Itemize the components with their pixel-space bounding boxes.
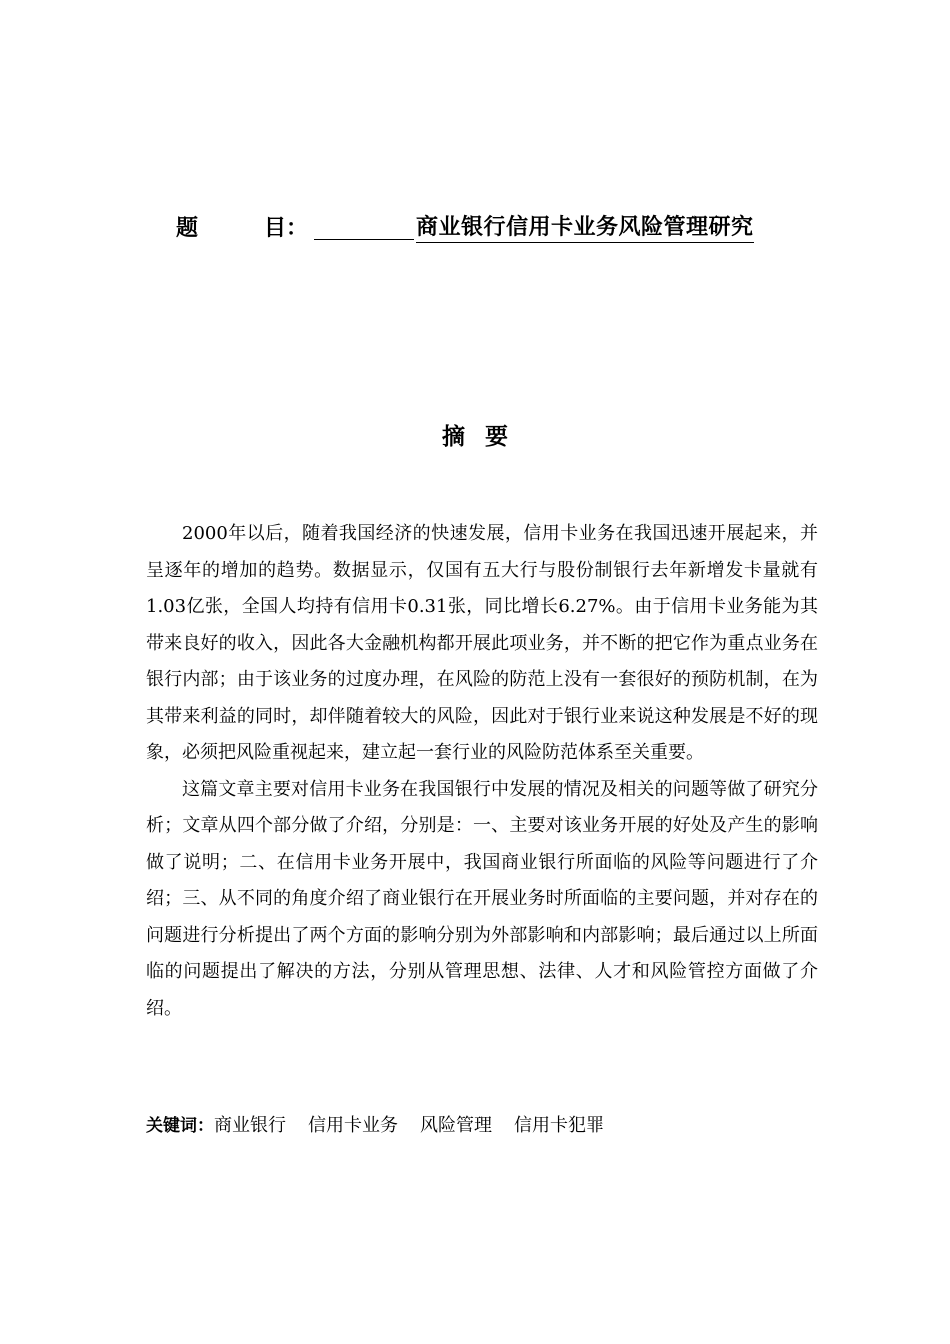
abstract-body <box>146 516 818 1027</box>
keywords-label: 关键词： <box>146 1116 214 1136</box>
keyword-item: 信用卡业务 <box>308 1115 398 1136</box>
thesis-title: 商业银行信用卡业务风险管理研究 <box>416 210 754 243</box>
abstract-paragraph: 2000年以后，随着我国经济的快速发展，信用卡业务在我国迅速开展起来，并呈逐年的增加的趋势。数据显示，仅国有五大行与股份制银行去年新增发卡量就有1.03亿张，全国人均持有信用卡0.31张，同比增长6.27%。由于信用卡业务能为其带来良好的收入，因此各大金融机构都开展此项业务，并不断的把它作为重点业务在银行内部；由于该业务的过度办理，在风险的防范上没有一套很好的预防机制，在为其带来利益的同时，却伴随着较大的风险，因此对于银行业来说这种发展是不好的现象，必须把风险重视起来，建立起一套行业的风险防范体系至关重要。 <box>146 523 818 763</box>
abstract-heading: 摘要 <box>442 424 528 450</box>
keywords-row <box>146 1108 818 1144</box>
title-label-part1: 题 <box>176 215 199 241</box>
keyword-item: 商业银行 <box>214 1115 286 1136</box>
abstract-paragraph: 这篇文章主要对信用卡业务在我国银行中发展的情况及相关的问题等做了研究分析；文章从四个部分做了介绍，分别是：一、主要对该业务开展的好处及产生的影响做了说明；二、在信用卡业务开展中，我国商业银行所面临的风险等问题进行了介绍；三、从不同的角度介绍了商业银行在开展业务时所面临的主要问题，并对存在的问题进行分析提出了两个方面的影响分别为外部影响和内部影响；最后通过以上所面临的问题提出了解决的方法，分别从管理思想、法律、人才和风险管控方面做了介绍。 <box>146 778 818 1019</box>
keyword-item: 风险管理 <box>420 1115 492 1136</box>
title-label-part2: 目： <box>264 215 309 241</box>
title-underline-blank <box>314 213 414 240</box>
keyword-item: 信用卡犯罪 <box>514 1115 604 1136</box>
thesis-title-row <box>176 208 816 244</box>
